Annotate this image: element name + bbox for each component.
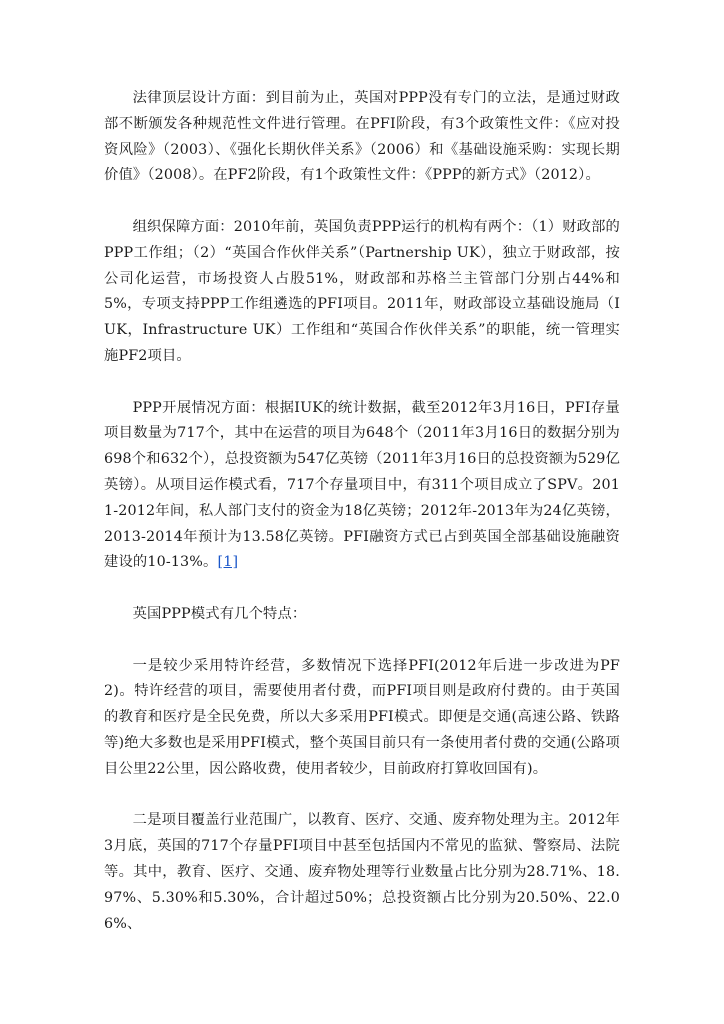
paragraph-feature-two	[104, 808, 620, 937]
document-body	[104, 86, 620, 963]
footnote-link[interactable]: [1]	[217, 554, 239, 571]
paragraph-text: 法律顶层设计方面：到目前为止，英国对PPP没有专门的立法，是通过财政部不断颁发各种规范性文件进行管理。在PFI阶段，有3个政策性文件：《应对投资风险》（2003）、《强化长期伙伴关系》（2006）和《基础设施采购：实现长期价值》（2008）。在PF2阶段，有1个政策性文件：《PPP的新方式》（2012）。	[104, 90, 620, 184]
paragraph-features-intro	[104, 602, 620, 628]
paragraph-text: 组织保障方面：2010年前，英国负责PPP运行的机构有两个：（1）财政部的PPP工作组；（2）“英国合作伙伴关系”（Partnership UK），独立于财政部，按公司化运营，市场投资人占股51%，财政部和苏格兰主管部门分别占44%和5%，专项支持PPP工作组遴选的PFI项目。2011年，财政部设立基础设施局（IUK，Infrastructure UK）工作组和“英国合作伙伴关系”的职能，统一管理实施PF2项目。	[104, 218, 620, 364]
paragraph-feature-one	[104, 654, 620, 783]
paragraph-legal-framework	[104, 86, 620, 189]
paragraph-text: PPP开展情况方面：根据IUK的统计数据，截至2012年3月16日，PFI存量项目数量为717个，其中在运营的项目为648个（2011年3月16日的数据分别为698个和632个），总投资额为547亿英镑（2011年3月16日的总投资额为529亿英镑）。从项目运作模式看，717个存量项目中，有311个项目成立了SPV。2011-2012年间，私人部门支付的资金为18亿英镑；2012年-2013年为24亿英镑，2013-2014年预计为13.58亿英镑。PFI融资方式已占到英国全部基础设施融资建设的10-13%。	[104, 399, 620, 571]
paragraph-text: 二是项目覆盖行业范围广，以教育、医疗、交通、废弃物处理为主。2012年3月底，英国的717个存量PFI项目中甚至包括国内不常见的监狱、警察局、法院等。其中，教育、医疗、交通、废弃物处理等行业数量占比分别为28.71%、18.97%、5.30%和5.30%，合计超过50%；总投资额占比分别为20.50%、22.06%、	[104, 812, 620, 932]
paragraph-organization	[104, 215, 620, 370]
paragraph-ppp-status	[104, 396, 620, 577]
paragraph-text: 英国PPP模式有几个特点：	[132, 605, 307, 622]
paragraph-text: 一是较少采用特许经营，多数情况下选择PFI(2012年后进一步改进为PF2)。特许经营的项目，需要使用者付费，而PFI项目则是政府付费的。由于英国的教育和医疗是全民免费，所以大多采用PFI模式。即便是交通(高速公路、铁路等)绝大多数也是采用PFI模式，整个英国目前只有一条使用者付费的交通(公路项目公里22公里，因公路收费，使用者较少，目前政府打算收回国有)。	[104, 657, 620, 777]
